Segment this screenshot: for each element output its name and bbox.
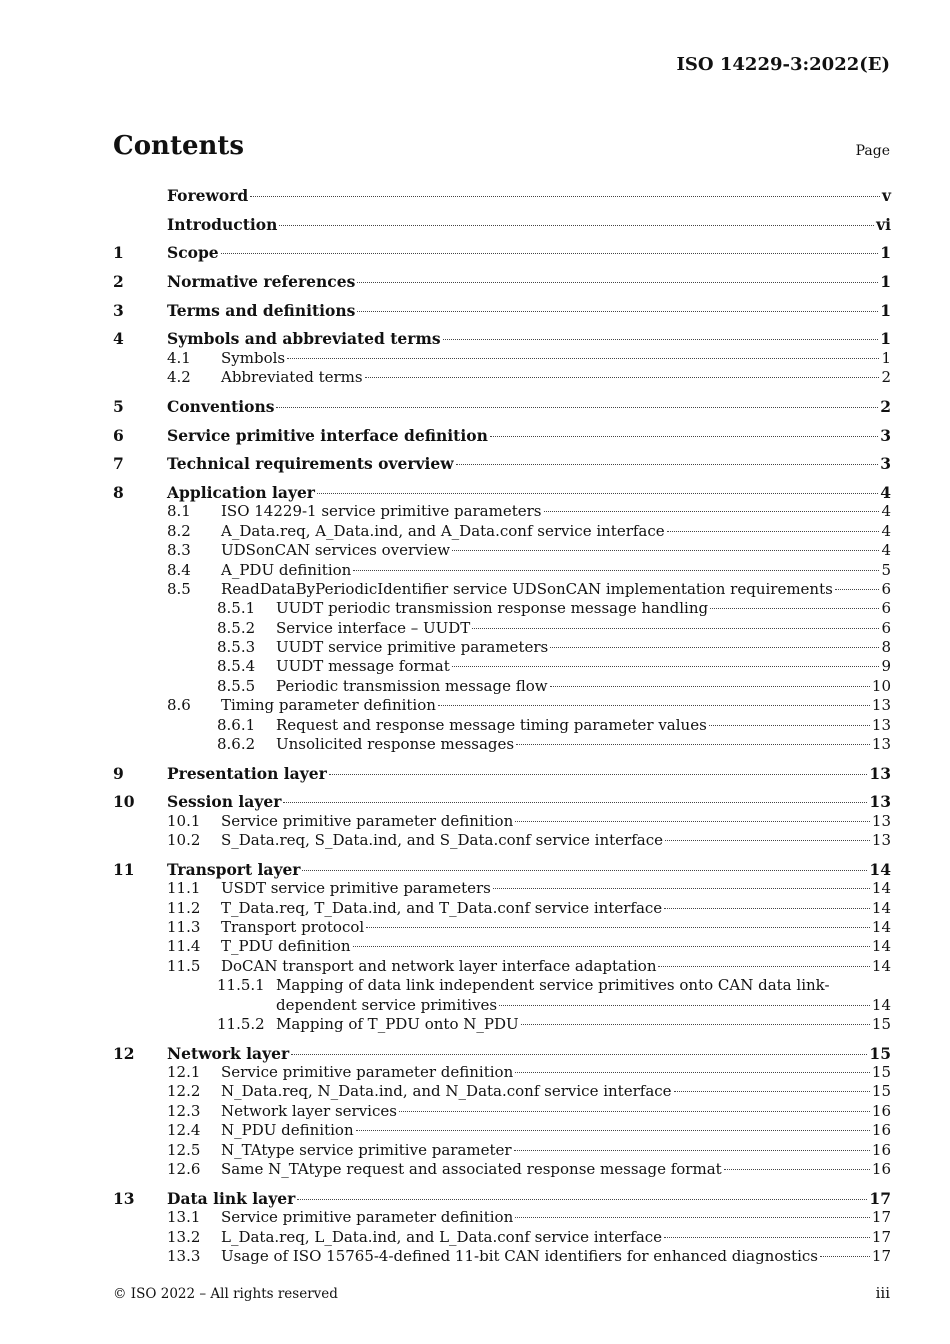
dot-leader bbox=[724, 1169, 870, 1170]
toc-entry-number: 12.2 bbox=[167, 1082, 201, 1101]
toc-entry[interactable] bbox=[113, 1208, 891, 1227]
toc-entry-page: 15 bbox=[871, 1082, 891, 1101]
dot-leader bbox=[353, 946, 870, 947]
toc-entry-title: T_Data.req, T_Data.ind, and T_Data.conf service interface bbox=[221, 898, 663, 917]
toc-entry-number: 10.2 bbox=[167, 831, 201, 850]
toc-entry-title: Symbols bbox=[221, 348, 286, 367]
toc-entry-number: 8.3 bbox=[167, 541, 191, 560]
toc-entry[interactable] bbox=[113, 561, 891, 580]
toc-entry-number: 9 bbox=[113, 763, 124, 783]
toc-entry-title: Abbreviated terms bbox=[221, 368, 363, 387]
toc-entry-page: 3 bbox=[880, 454, 891, 474]
toc-entry[interactable] bbox=[113, 792, 891, 811]
toc-entry[interactable] bbox=[113, 349, 891, 368]
toc-entry-title: Request and response message timing parameter values bbox=[276, 715, 707, 734]
toc-entry-page: 1 bbox=[880, 272, 891, 292]
toc-entry-number: 11.3 bbox=[167, 918, 201, 937]
toc-entry-title: Application layer bbox=[167, 482, 315, 502]
toc-entry-number: 8 bbox=[113, 482, 124, 502]
toc-entry-title: Data link layer bbox=[167, 1188, 296, 1208]
toc-entry-page: 13 bbox=[871, 715, 891, 734]
dot-leader bbox=[493, 888, 870, 889]
toc-entry-number: 13.3 bbox=[167, 1246, 201, 1265]
toc-entry[interactable] bbox=[113, 918, 891, 937]
toc-entry[interactable] bbox=[113, 1141, 891, 1160]
toc-entry-title-continued: dependent service primitives bbox=[276, 995, 498, 1014]
page-column-label: Page bbox=[855, 143, 890, 159]
toc-entry-page: 13 bbox=[871, 735, 891, 754]
toc-entry-title: DoCAN transport and network layer interface adaptation bbox=[221, 956, 657, 975]
toc-entry[interactable] bbox=[113, 1121, 891, 1140]
dot-leader bbox=[357, 282, 878, 283]
toc-entry[interactable] bbox=[113, 272, 891, 291]
toc-entry-title: ReadDataByPeriodicIdentifier service UDSonCAN implementation requirements bbox=[221, 579, 833, 598]
toc-entry-number: 12.1 bbox=[167, 1063, 201, 1082]
toc-entry-title: T_PDU definition bbox=[221, 937, 351, 956]
toc-entry[interactable] bbox=[113, 522, 891, 541]
toc-entry-number: 11.5.2 bbox=[217, 1015, 265, 1034]
dot-leader bbox=[544, 511, 880, 512]
toc-entry-number: 8.5.1 bbox=[217, 599, 256, 618]
dot-leader bbox=[664, 908, 870, 909]
dot-leader bbox=[515, 1072, 870, 1073]
toc-entry-page: 6 bbox=[881, 618, 891, 637]
dot-leader bbox=[835, 589, 880, 590]
toc-entry-title: N_TAtype service primitive parameter bbox=[221, 1140, 512, 1159]
toc-entry-number: 8.6.2 bbox=[217, 735, 256, 754]
dot-leader bbox=[664, 1237, 870, 1238]
toc-entry-title: Technical requirements overview bbox=[167, 454, 454, 474]
toc-entry-page: 6 bbox=[881, 599, 891, 618]
toc-entry-number: 12.4 bbox=[167, 1121, 201, 1140]
dot-leader bbox=[472, 628, 879, 629]
toc-entry-number: 4 bbox=[113, 329, 124, 349]
toc-entry-number: 12 bbox=[113, 1043, 135, 1063]
toc-entry[interactable] bbox=[113, 1247, 891, 1266]
toc-entry-page: 4 bbox=[881, 541, 891, 560]
toc-entry-page: 13 bbox=[871, 811, 891, 830]
toc-entry[interactable] bbox=[113, 879, 891, 898]
toc-entry[interactable] bbox=[113, 937, 891, 956]
toc-entry-page: 4 bbox=[881, 502, 891, 521]
dot-leader bbox=[357, 311, 878, 312]
toc-entry-page: 13 bbox=[869, 792, 891, 812]
toc-entry[interactable] bbox=[113, 186, 891, 205]
dot-leader bbox=[550, 647, 879, 648]
toc-entry-page: 4 bbox=[880, 482, 891, 502]
dot-leader bbox=[366, 927, 870, 928]
toc-entry-title: Session layer bbox=[167, 792, 282, 812]
toc-entry[interactable] bbox=[113, 696, 891, 715]
toc-entry-number: 10 bbox=[113, 792, 135, 812]
toc-entry[interactable] bbox=[113, 1082, 891, 1101]
toc-entry[interactable] bbox=[113, 812, 891, 831]
toc-entry-number: 8.5.5 bbox=[217, 676, 256, 695]
toc-entry-page: 14 bbox=[871, 918, 891, 937]
dot-leader bbox=[353, 570, 879, 571]
toc-entry-title: N_Data.req, N_Data.ind, and N_Data.conf service interface bbox=[221, 1082, 672, 1101]
toc-entry[interactable] bbox=[113, 1044, 891, 1063]
toc-entry-page: 9 bbox=[881, 657, 891, 676]
toc-entry[interactable] bbox=[113, 483, 891, 502]
toc-entry-title: ISO 14229-1 service primitive parameters bbox=[221, 502, 542, 521]
toc-entry[interactable] bbox=[113, 502, 891, 521]
toc-entry-number: 4.1 bbox=[167, 348, 191, 367]
toc-entry[interactable] bbox=[113, 580, 891, 599]
toc-entry[interactable] bbox=[113, 677, 891, 696]
toc-entry-title: UUDT service primitive parameters bbox=[276, 638, 549, 657]
toc-entry[interactable] bbox=[113, 1189, 891, 1208]
toc-entry-page: 5 bbox=[881, 560, 891, 579]
dot-leader bbox=[515, 821, 870, 822]
toc-entry-title: Same N_TAtype request and associated response message format bbox=[221, 1160, 722, 1179]
toc-entry-title: Scope bbox=[167, 243, 219, 263]
toc-entry[interactable] bbox=[113, 899, 891, 918]
toc-entry-page: 14 bbox=[871, 995, 891, 1014]
toc-entry-page: v bbox=[881, 186, 891, 205]
toc-entry-title: Timing parameter definition bbox=[221, 696, 436, 715]
dot-leader bbox=[283, 802, 867, 803]
toc-entry-page: 16 bbox=[871, 1121, 891, 1140]
toc-entry-number: 8.5 bbox=[167, 579, 191, 598]
toc-entry-number: 8.5.4 bbox=[217, 657, 256, 676]
dot-leader bbox=[276, 407, 878, 408]
dot-leader bbox=[297, 1199, 867, 1200]
toc-entry-number: 8.5.2 bbox=[217, 618, 256, 637]
toc-entry[interactable] bbox=[113, 1015, 891, 1034]
toc-entry-page: 13 bbox=[871, 831, 891, 850]
toc-entry-page: 15 bbox=[869, 1043, 891, 1063]
toc-entry[interactable] bbox=[113, 329, 891, 348]
toc-entry-page: 3 bbox=[880, 425, 891, 445]
dot-leader bbox=[820, 1256, 870, 1257]
toc-entry[interactable] bbox=[113, 1102, 891, 1121]
toc-entry-title: Symbols and abbreviated terms bbox=[167, 329, 441, 349]
toc-entry-title: Unsolicited response messages bbox=[276, 735, 515, 754]
page-number: iii bbox=[875, 1284, 890, 1302]
toc-entry-page: 14 bbox=[871, 937, 891, 956]
dot-leader bbox=[452, 550, 879, 551]
toc-entry-title: Introduction bbox=[167, 214, 278, 234]
dot-leader bbox=[250, 196, 880, 197]
toc-entry[interactable] bbox=[113, 1228, 891, 1247]
toc-entry-page: 1 bbox=[880, 329, 891, 349]
toc-entry-title: Presentation layer bbox=[167, 763, 327, 783]
toc-entry-number: 8.6 bbox=[167, 696, 191, 715]
toc-entry[interactable] bbox=[113, 638, 891, 657]
dot-leader bbox=[490, 436, 878, 437]
toc-entry[interactable] bbox=[113, 368, 891, 387]
toc-entry-page: 16 bbox=[871, 1101, 891, 1120]
toc-entry-title: UUDT periodic transmission response message handling bbox=[276, 599, 709, 618]
toc-entry[interactable] bbox=[113, 976, 891, 995]
dot-leader bbox=[516, 744, 870, 745]
dot-leader bbox=[443, 339, 879, 340]
dot-leader bbox=[221, 253, 879, 254]
toc-entry-page: 17 bbox=[869, 1188, 891, 1208]
toc-entry[interactable] bbox=[113, 764, 891, 783]
toc-entry-page: 16 bbox=[871, 1160, 891, 1179]
toc-entry-title: A_Data.req, A_Data.ind, and A_Data.conf service interface bbox=[221, 521, 665, 540]
toc-entry-title: Periodic transmission message flow bbox=[276, 676, 548, 695]
toc-entry-number: 11.4 bbox=[167, 937, 201, 956]
toc-entry-page: 4 bbox=[881, 521, 891, 540]
toc-entry-number: 12.3 bbox=[167, 1101, 201, 1120]
toc-entry-page: 10 bbox=[871, 676, 891, 695]
dot-leader bbox=[287, 358, 879, 359]
toc-entry-number: 8.4 bbox=[167, 560, 191, 579]
toc-entry-number: 8.2 bbox=[167, 521, 191, 540]
dot-leader bbox=[515, 1217, 870, 1218]
dot-leader bbox=[710, 608, 879, 609]
toc-entry-number: 1 bbox=[113, 243, 124, 263]
toc-entry-title: Service interface – UUDT bbox=[276, 618, 471, 637]
toc-entry-page: 1 bbox=[880, 300, 891, 320]
toc-entry-title: Network layer services bbox=[221, 1101, 397, 1120]
dot-leader bbox=[658, 966, 869, 967]
toc-entry-title: Transport protocol bbox=[221, 918, 365, 937]
toc-entry-page: 15 bbox=[871, 1063, 891, 1082]
dot-leader bbox=[452, 666, 880, 667]
toc-entry-number: 5 bbox=[113, 396, 124, 416]
toc-entry[interactable] bbox=[113, 215, 891, 234]
toc-entry-title: Foreword bbox=[167, 186, 249, 205]
toc-entry[interactable] bbox=[113, 1063, 891, 1082]
toc-entry-page: 17 bbox=[871, 1246, 891, 1265]
dot-leader bbox=[356, 1130, 870, 1131]
toc-entry-number: 3 bbox=[113, 300, 124, 320]
dot-leader bbox=[317, 493, 878, 494]
toc-entry[interactable] bbox=[113, 831, 891, 850]
toc-entry-title: Transport layer bbox=[167, 859, 301, 879]
toc-entry-number: 11.2 bbox=[167, 898, 201, 917]
toc-entry[interactable] bbox=[113, 397, 891, 416]
toc-entry-number: 4.2 bbox=[167, 368, 191, 387]
dot-leader bbox=[329, 774, 868, 775]
toc-entry-page: 1 bbox=[881, 348, 891, 367]
toc-entry-page: vi bbox=[876, 214, 891, 234]
dot-leader bbox=[709, 725, 870, 726]
toc-entry-number: 8.6.1 bbox=[217, 715, 256, 734]
toc-entry-number: 13.2 bbox=[167, 1227, 201, 1246]
toc-entry[interactable] bbox=[113, 599, 891, 618]
toc-entry-number: 11.1 bbox=[167, 879, 201, 898]
toc-entry-title: Service primitive parameter definition bbox=[221, 811, 514, 830]
toc-entry-title: Service primitive parameter definition bbox=[221, 1208, 514, 1227]
toc-entry-page: 14 bbox=[871, 879, 891, 898]
toc-entry-page: 13 bbox=[869, 763, 891, 783]
toc-entry-title: Mapping of data link independent service primitives onto CAN data link- bbox=[276, 976, 830, 995]
toc-entry[interactable] bbox=[113, 619, 891, 638]
toc-entry-page: 14 bbox=[869, 859, 891, 879]
toc-entry-number: 12.5 bbox=[167, 1140, 201, 1159]
toc-entry[interactable] bbox=[113, 657, 891, 676]
toc-entry-number: 2 bbox=[113, 272, 124, 292]
toc-entry-title: Service primitive parameter definition bbox=[221, 1063, 514, 1082]
toc-entry-page: 8 bbox=[881, 638, 891, 657]
toc-entry-page: 2 bbox=[881, 368, 891, 387]
toc-entry-number: 10.1 bbox=[167, 811, 201, 830]
dot-leader bbox=[279, 225, 874, 226]
toc-entry[interactable] bbox=[113, 1160, 891, 1179]
toc-entry-page: 17 bbox=[871, 1227, 891, 1246]
dot-leader bbox=[550, 686, 870, 687]
dot-leader bbox=[399, 1111, 870, 1112]
toc-entry-title: UUDT message format bbox=[276, 657, 450, 676]
toc-entry[interactable] bbox=[113, 716, 891, 735]
page-title: Contents bbox=[113, 131, 245, 161]
dot-leader bbox=[674, 1091, 870, 1092]
dot-leader bbox=[302, 870, 867, 871]
toc-entry-page: 14 bbox=[871, 898, 891, 917]
document-id: ISO 14229-3:2022(E) bbox=[676, 54, 890, 75]
toc-entry-page: 14 bbox=[871, 956, 891, 975]
table-of-contents bbox=[113, 186, 891, 1266]
toc-entry-number: 11.5 bbox=[167, 956, 201, 975]
toc-entry[interactable] bbox=[113, 860, 891, 879]
toc-entry-page: 1 bbox=[880, 243, 891, 263]
toc-entry-number: 13.1 bbox=[167, 1208, 201, 1227]
dot-leader bbox=[521, 1024, 870, 1025]
toc-entry-page: 13 bbox=[871, 696, 891, 715]
dot-leader bbox=[438, 705, 870, 706]
toc-entry-title: Mapping of T_PDU onto N_PDU bbox=[276, 1015, 519, 1034]
toc-entry[interactable] bbox=[113, 735, 891, 754]
toc-entry-page: 17 bbox=[871, 1208, 891, 1227]
dot-leader bbox=[499, 1005, 870, 1006]
toc-entry-title: L_Data.req, L_Data.ind, and L_Data.conf service interface bbox=[221, 1227, 663, 1246]
toc-entry[interactable] bbox=[113, 301, 891, 320]
toc-entry-number: 11.5.1 bbox=[217, 976, 265, 995]
toc-entry-title: Service primitive interface definition bbox=[167, 425, 488, 445]
toc-entry-title: Conventions bbox=[167, 396, 275, 416]
toc-entry-number: 12.6 bbox=[167, 1160, 201, 1179]
dot-leader bbox=[456, 464, 879, 465]
toc-entry-title: UDSonCAN services overview bbox=[221, 541, 451, 560]
toc-entry-title: Normative references bbox=[167, 272, 356, 292]
toc-entry-page: 2 bbox=[880, 396, 891, 416]
dot-leader bbox=[667, 531, 880, 532]
toc-entry[interactable] bbox=[113, 957, 891, 976]
toc-entry[interactable] bbox=[113, 426, 891, 445]
toc-entry[interactable] bbox=[113, 243, 891, 262]
toc-entry-page: 6 bbox=[881, 579, 891, 598]
toc-entry-title: N_PDU definition bbox=[221, 1121, 354, 1140]
toc-entry[interactable] bbox=[113, 541, 891, 560]
toc-entry-number: 7 bbox=[113, 454, 124, 474]
toc-entry-title: A_PDU definition bbox=[221, 560, 352, 579]
copyright-notice: © ISO 2022 – All rights reserved bbox=[113, 1286, 338, 1302]
dot-leader bbox=[291, 1054, 867, 1055]
toc-entry-page: 16 bbox=[871, 1140, 891, 1159]
toc-entry-number: 8.5.3 bbox=[217, 638, 256, 657]
toc-entry-title: S_Data.req, S_Data.ind, and S_Data.conf service interface bbox=[221, 831, 663, 850]
toc-entry[interactable] bbox=[113, 454, 891, 473]
toc-entry-number: 11 bbox=[113, 859, 135, 879]
dot-leader bbox=[514, 1150, 870, 1151]
toc-entry-title: Network layer bbox=[167, 1043, 290, 1063]
toc-entry-continuation[interactable] bbox=[113, 996, 891, 1015]
toc-entry-number: 6 bbox=[113, 425, 124, 445]
toc-entry-page: 15 bbox=[871, 1015, 891, 1034]
toc-entry-title: Usage of ISO 15765-4-defined 11-bit CAN identifiers for enhanced diagnostics bbox=[221, 1246, 818, 1265]
dot-leader bbox=[665, 840, 870, 841]
toc-entry-title: USDT service primitive parameters bbox=[221, 879, 491, 898]
toc-entry-title: Terms and definitions bbox=[167, 300, 356, 320]
toc-entry-number: 8.1 bbox=[167, 502, 191, 521]
toc-entry-number: 13 bbox=[113, 1188, 135, 1208]
dot-leader bbox=[365, 377, 880, 378]
